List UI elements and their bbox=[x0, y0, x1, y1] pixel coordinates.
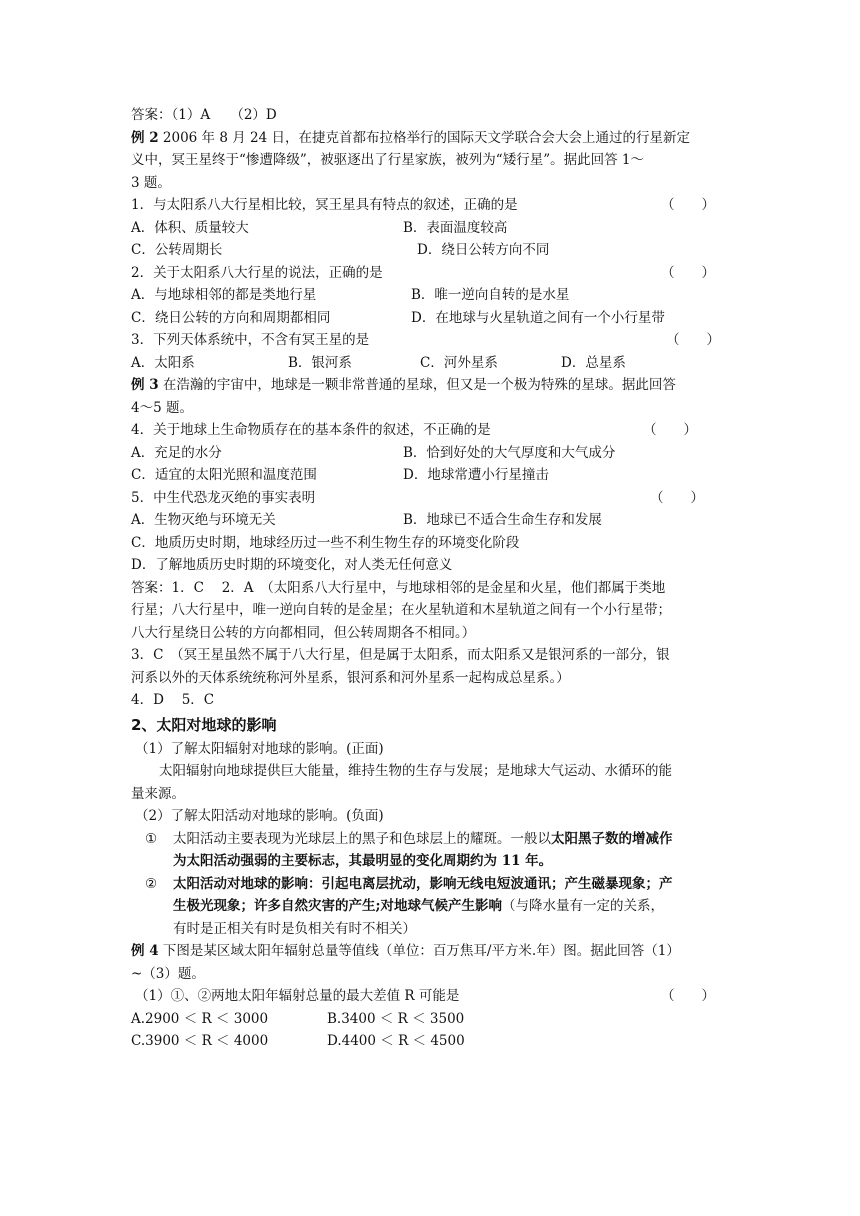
option-a: A．充足的水分 bbox=[131, 444, 222, 461]
question-4-text: 4．关于地球上生命物质存在的基本条件的叙述，不正确的是 bbox=[131, 422, 491, 438]
example-4-label: 例 4 bbox=[131, 943, 159, 959]
example-2-label: 例 2 bbox=[131, 129, 159, 146]
option-c: C.3900 ＜ R ＜ 4000 bbox=[131, 1033, 269, 1049]
question-4-1-options-ab bbox=[131, 1008, 741, 1031]
example-2-line-3: 3 题。 bbox=[131, 174, 171, 191]
answers-line-1: 答案：1．C 2．A （太阳系八大行星中，与地球相邻的是金星和火星，他们都属于类地 bbox=[131, 579, 666, 596]
question-4-options-cd bbox=[131, 464, 741, 487]
answer-blank: （ ） bbox=[650, 489, 704, 506]
example-2-line-1 bbox=[131, 127, 741, 150]
circled-number-1: ① bbox=[145, 830, 158, 847]
option-b: B．表面温度较高 bbox=[403, 219, 508, 236]
option-a: A．与地球相邻的都是类地行星 bbox=[131, 287, 317, 303]
option-b: B．唯一逆向自转的是水星 bbox=[411, 287, 570, 303]
point-1-text: 太阳活动主要表现为光球层上的黑子和色球层上的耀斑。一般以 bbox=[173, 830, 551, 847]
answers-line-2: 行星；八大行星中，唯一逆向自转的是金星；在火星轨道和木星轨道之间有一个小行星带； bbox=[131, 602, 671, 618]
point-2-text: 太阳活动对地球的影响：引起电离层扰动，影响无线电短波通讯；产生磁暴现象；产 bbox=[173, 875, 673, 892]
question-4-options-ab bbox=[131, 442, 741, 465]
option-d: D．绕日公转方向不同 bbox=[417, 242, 550, 258]
question-2-options-cd bbox=[131, 307, 741, 330]
paragraph-line-2: 量来源。 bbox=[131, 785, 185, 802]
answer-blank: （ ） bbox=[661, 988, 715, 1004]
answer-blank: （ ） bbox=[661, 197, 715, 213]
question-3-stem bbox=[131, 329, 741, 352]
answer-line: 答案：（1）A （2）D bbox=[131, 107, 277, 123]
question-5-option-d: D．了解地质历史时期的环境变化，对人类无任何意义 bbox=[131, 557, 453, 573]
question-1-text: 1．与太阳系八大行星相比较，冥王星具有特点的叙述，正确的是 bbox=[131, 197, 518, 213]
circled-number-2: ② bbox=[145, 875, 158, 892]
answer-blank: （ ） bbox=[643, 422, 697, 438]
option-d: D．在地球与火星轨道之间有一个小行星带 bbox=[411, 309, 665, 326]
answers-line-6: 4．D 5．C bbox=[131, 692, 215, 708]
point-2-line-2 bbox=[131, 895, 741, 918]
option-b: B．银河系 bbox=[288, 354, 352, 371]
question-4-1-text: （1）①、②两地太阳年辐射总量的最大差值 R 可能是 bbox=[135, 988, 460, 1004]
answer-blank: （ ） bbox=[661, 264, 715, 281]
option-c: C．绕日公转的方向和周期都相同 bbox=[131, 309, 331, 326]
example-2-line-2: 义中，冥王星终于“惨遭降级”，被驱逐出了行星家族，被列为“矮行星”。据此回答 1～ bbox=[131, 152, 644, 168]
option-d: D．总星系 bbox=[561, 354, 626, 371]
option-c: C．公转周期长 bbox=[131, 242, 223, 258]
point-1-line-2: 为太阳活动强弱的主要标志，其最明显的变化周期约为 11 年。 bbox=[173, 853, 553, 869]
question-1-options-ab bbox=[131, 217, 741, 240]
question-5-options-ab bbox=[131, 509, 741, 532]
option-b: B.3400 ＜ R ＜ 3500 bbox=[327, 1010, 465, 1027]
question-4-stem bbox=[131, 419, 741, 442]
answers-line-4: 3．C （冥王星虽然不属于八大行星，但是属于太阳系，而太阳系又是银河系的一部分，银 bbox=[131, 647, 670, 663]
point-1-bold-text: 太阳黑子数的增减作 bbox=[551, 830, 673, 847]
question-4-1-options-cd bbox=[131, 1030, 741, 1053]
question-5-text: 5．中生代恐龙灭绝的事实表明 bbox=[131, 489, 316, 506]
example-3-line-1 bbox=[131, 374, 741, 397]
example-4-line-1 bbox=[131, 940, 741, 963]
question-1-options-cd bbox=[131, 239, 741, 262]
question-3-options bbox=[131, 352, 741, 375]
answers-line-5: 河系以外的天体系统统称河外星系，银河系和河外星系一起构成总星系。） bbox=[131, 669, 570, 686]
question-5-option-c: C．地质历史时期，地球经历过一些不利生物生存的环境变化阶段 bbox=[131, 534, 520, 551]
question-4-1-stem bbox=[131, 985, 741, 1008]
option-b: B．恰到好处的大气厚度和大气成分 bbox=[403, 444, 616, 461]
example-3-line-2: 4～5 题。 bbox=[131, 399, 193, 416]
option-b: B．地球已不适合生命生存和发展 bbox=[403, 512, 602, 528]
point-2-line-3: 有时是正相关有时是负相关有时不相关） bbox=[173, 920, 416, 937]
paragraph-line-1: 太阳辐射向地球提供巨大能量，维持生物的生存与发展；是地球大气运动、水循环的能 bbox=[159, 763, 672, 779]
option-d: D.4400 ＜ R ＜ 4500 bbox=[327, 1033, 465, 1049]
question-2-stem bbox=[131, 262, 741, 285]
option-c: C．适宜的太阳光照和温度范围 bbox=[131, 467, 317, 483]
option-a: A．太阳系 bbox=[131, 354, 195, 371]
point-2-rest-text: （与降水量有一定的关系， bbox=[501, 898, 664, 914]
question-2-text: 2．关于太阳系八大行星的说法，正确的是 bbox=[131, 264, 383, 281]
document-page bbox=[131, 104, 741, 1053]
answers-line-3: 八大行星绕日公转的方向都相同，但公转周期各不相同。） bbox=[131, 624, 476, 641]
subsection-1-heading: （1）了解太阳辐射对地球的影响。(正面) bbox=[135, 740, 384, 757]
example-3-label: 例 3 bbox=[131, 377, 159, 393]
question-5-stem bbox=[131, 487, 741, 510]
question-2-options-ab bbox=[131, 284, 741, 307]
option-c: C．河外星系 bbox=[420, 354, 498, 371]
example-3-text: 在浩瀚的宇宙中，地球是一颗非常普通的星球，但又是一个极为特殊的星球。据此回答 bbox=[158, 377, 676, 393]
option-a: A．体积、质量较大 bbox=[131, 219, 249, 236]
point-1-line-1 bbox=[131, 828, 741, 851]
example-4-line-2: ~（3）题。 bbox=[131, 965, 205, 982]
example-4-text: 下图是某区域太阳年辐射总量等值线（单位：百万焦耳/平方米.年）图。据此回答（1） bbox=[158, 943, 680, 959]
section-heading: 2、太阳对地球的影响 bbox=[131, 715, 277, 734]
option-d: D．地球常遭小行星撞击 bbox=[403, 467, 549, 483]
subsection-2-heading: （2）了解太阳活动对地球的影响。(负面) bbox=[135, 808, 384, 824]
point-2-bold-text: 生极光现象；许多自然灾害的产生;对地球气候产生影响 bbox=[173, 898, 502, 914]
example-2-text: 2006 年 8 月 24 日，在捷克首都布拉格举行的国际天文学联合会大会上通过的行星新定 bbox=[158, 129, 690, 146]
option-a: A．生物灭绝与环境无关 bbox=[131, 512, 276, 528]
point-2-line-1 bbox=[131, 873, 741, 896]
option-a: A.2900 ＜ R ＜ 3000 bbox=[131, 1010, 269, 1027]
answer-blank: （ ） bbox=[666, 332, 720, 348]
question-3-text: 3．下列天体系统中，不含有冥王星的是 bbox=[131, 332, 370, 348]
question-1-stem bbox=[131, 194, 741, 217]
